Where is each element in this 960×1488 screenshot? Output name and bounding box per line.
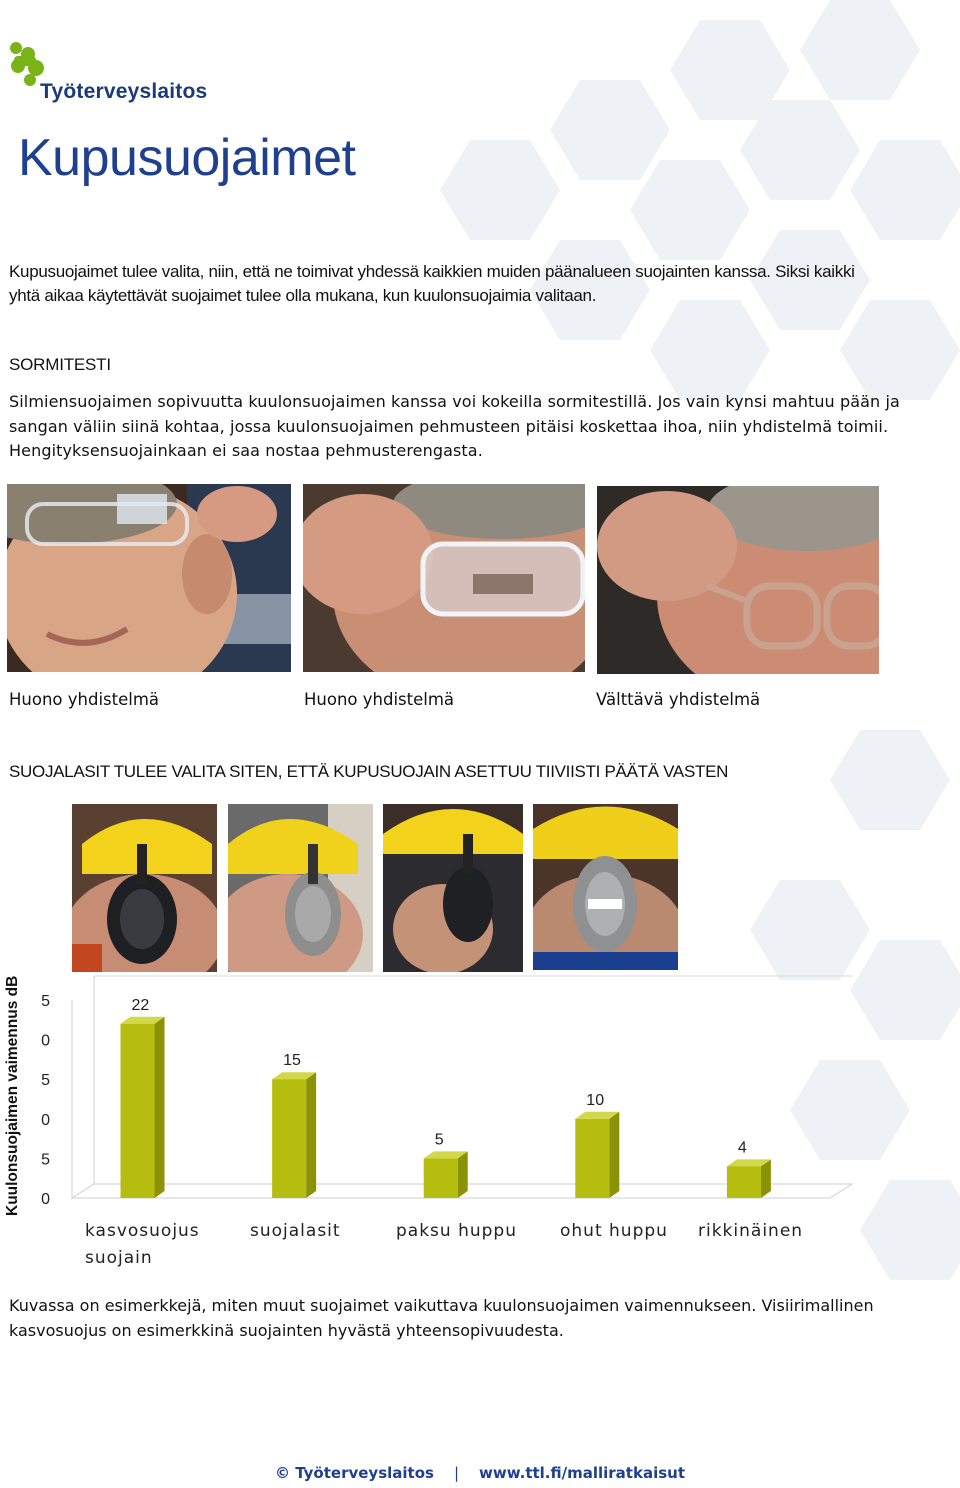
y-tick-label: 0 — [41, 1111, 50, 1129]
bar — [424, 1158, 458, 1198]
bar-side — [458, 1151, 468, 1198]
sormitesti-text: Silmiensuojaimen sopivuutta kuulonsuojaimen kanssa voi kokeilla sormitestillä. Jos vain kynsi mahtuu pään ja sangan väliin siinä kohtaa, jossa kuulonsuojaimen pehmusteen pitäisi koskettaa ihoa, niin yhdistelmä toimii. Hengityksensuojainkaan ei saa nostaa pehmusterengasta. — [9, 392, 900, 460]
photo-hood-earmuff — [383, 804, 523, 972]
photo-glasses-woman — [7, 484, 291, 672]
page-title: Kupusuojaimet — [18, 129, 356, 187]
category-label: paksu huppu — [396, 1221, 517, 1241]
bar-side — [155, 1017, 165, 1198]
brand-name: Työterveyslaitos — [40, 80, 208, 103]
y-tick-label: 5 — [41, 993, 50, 1010]
category-label: rikkinäinen — [698, 1221, 804, 1241]
photo-caption-1: Huono yhdistelmä — [9, 690, 160, 709]
footer — [0, 1464, 960, 1482]
y-tick-label: 0 — [41, 1191, 50, 1208]
sormitesti-heading: SORMITESTI — [9, 355, 111, 374]
bar — [121, 1024, 155, 1198]
footnote: Kuvassa on esimerkkejä, miten muut suojaimet vaikuttava kuulonsuojaimen vaimennukseen. Visiirimallinen kasvosuojus on esimerkkinä suojainten hyvästä yhteensopivuudesta. — [9, 1296, 874, 1340]
chart-back-wall — [72, 976, 94, 1198]
bar-side — [609, 1112, 619, 1198]
bar — [575, 1119, 609, 1198]
bar-value-label: 22 — [131, 996, 150, 1014]
bar — [272, 1079, 306, 1198]
y-tick-label: 5 — [41, 1072, 50, 1090]
category-label: kasvosuojus — [85, 1221, 200, 1241]
bar-value-label: 4 — [737, 1139, 747, 1157]
section-heading: SUOJALASIT TULEE VALITA SITEN, ETTÄ KUPUSUOJAIN ASETTUU TIIVIISTI PÄÄTÄ VASTEN — [9, 762, 729, 781]
bar-side — [306, 1072, 316, 1198]
y-tick-label: 0 — [41, 1032, 50, 1050]
category-label: ohut huppu — [560, 1221, 668, 1241]
y-tick-label: 5 — [41, 1151, 50, 1169]
bar-value-label: 15 — [283, 1052, 301, 1070]
photo-caption-2: Huono yhdistelmä — [304, 690, 455, 709]
footer-separator: | — [453, 1464, 460, 1482]
photo-spectacles-man — [597, 486, 879, 674]
photo-goggles-man — [303, 484, 585, 672]
photo-helmet-earmuff — [533, 804, 678, 970]
category-label: suojalasit — [250, 1221, 341, 1241]
bar-value-label: 5 — [434, 1131, 444, 1149]
attenuation-bar-chart — [0, 960, 960, 1280]
chart-y-axis-label: Kuulonsuojaimen vaimennus dB — [4, 975, 21, 1216]
intro-paragraph: Kupusuojaimet tulee valita, niin, että ne toimivat yhdessä kaikkien muiden päänalueen suojainten kanssa. Siksi kaikki yhtä aikaa käytettävät suojaimet tulee olla mukana, kun kuulonsuojaimia valitaan. — [9, 262, 855, 305]
photo-black-earmuff — [72, 804, 217, 972]
bar-value-label: 10 — [586, 1091, 605, 1109]
category-label: suojain — [85, 1248, 153, 1268]
photo-caption-3: Välttävä yhdistelmä — [596, 690, 761, 709]
photo-grey-earmuff — [228, 804, 373, 972]
footer-url-link[interactable]: www.ttl.fi/malliratkaisut — [479, 1464, 685, 1482]
footer-copyright: © Työterveyslaitos — [274, 1464, 434, 1482]
bar — [727, 1166, 761, 1198]
